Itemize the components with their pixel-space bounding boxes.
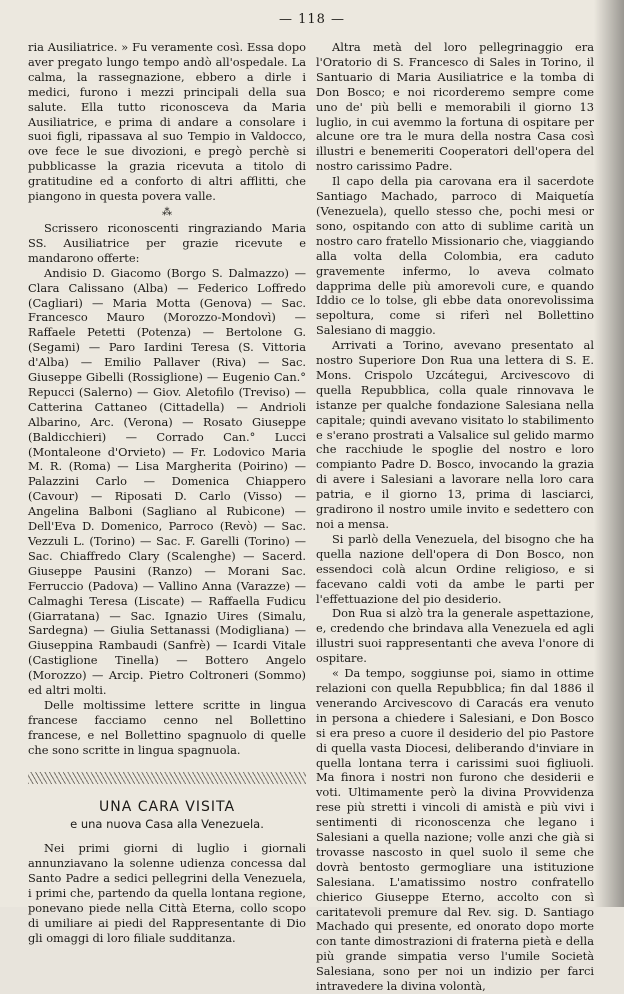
- left-column: [28, 40, 306, 946]
- paragraph: Altra metà del loro pellegrinaggio era l'Oratorio di S. Francesco di Sales in Torino, il Santuario di Maria Ausiliatrice e la tomba di Don Bosco; e noi ricorderemo sempre come uno de' più belli e memorabili il giorno 13 luglio, in cui avemmo la fortuna di ospitare per alcune ore tra le mura della nostra Casa così illustri e benemeriti Cooperatori dell'opera del nostro carissimo Padre.: [316, 40, 594, 174]
- paragraph: Il capo della pia carovana era il sacerdote Santiago Machado, parroco di Maiquetía (Venezuela), quello stesso che, pochi mesi or sono, ospitando con atto di sublime carità un nostro caro fratello Missionario che, viaggiando alla volta della Colombia, era caduto gravemente infermo, lo aveva colmato dapprima delle più amorevoli cure, e quando Iddio ce lo tolse, gli ebbe data onorevolissima sepoltura, come si riferì nel Bollettino Salesiano di maggio.: [316, 174, 594, 338]
- decorative-divider: [28, 772, 306, 784]
- paragraph: Scrissero riconoscenti ringraziando Maria SS. Ausiliatrice per grazie ricevute e mandarono offerte:: [28, 220, 306, 265]
- article-headline: UNA CARA VISITA: [98, 798, 236, 815]
- page-number: — 118 —: [278, 12, 346, 27]
- section-separator: ⁂: [162, 206, 172, 218]
- donor-list: Andisio D. Giacomo (Borgo S. Dalmazzo) — Clara Calissano (Alba) — Federico Loffredo (Cagliari) — Maria Motta (Genova) — Sac. Francesco Mauro (Morozzo-Mondovì) — Raffaele Petetti (Potenza) — Bertolone G. (Segami) — Paro Iardini Teresa (S. Vittoria d'Alba) — Emilio Pallaver (Riva) — Sac. Giuseppe Gibelli (Rossiglione) — Eugenio Can.° Repucci (Salerno) — Giov. Aletofilo (Treviso) — Catterina Cattaneo (Cittadella) — Andrioli Albarino, Arc. (Verona) — Rosato Giuseppe (Baldicchieri) — Corrado Can.° Lucci (Montaleone d'Orvieto) — Fr. Lodovico Maria M. R. (Roma) — Lisa Margherita (Poirino) — Palazzini Carlo — Domenica Chiappero (Cavour) — Riposati D. Carlo (Visso) — Angelina Balboni (Sagliano al Rubicone) — Dell'Eva D. Domenico, Parroco (Revò) — Sac. Vezzuli L. (Torino) — Sac. F. Garelli (Torino) — Sac. Chiaffredo Clary (Scalenghe) — Sacerd. Giuseppe Pausini (Ranzo) — Morani Sac. Ferruccio (Padova) — Vallino Anna (Varazze) — Calmaghi Teresa (Liscate) — Raffaella Fudicu (Giarratana) — Sac. Ignazio Uires (Simalu, Sardegna) — Giulia Settanassi (Modigliana) — Giuseppina Rambaudi (Sanfrè) — Icardi Vitale (Castiglione Tinella) — Bottero Angelo (Morozzo) — Arcip. Pietro Coltroneri (Sommo) ed altri molti.: [28, 265, 306, 698]
- right-column: [316, 40, 594, 994]
- paragraph: ria Ausiliatrice. » Fu veramente così. Essa dopo aver pregato lungo tempo andò all'ospedale. La calma, la rassegnazione, ebbero a dirle i medici, furono i mezzi principali della sua salute. Ella tutto riconosceva da Maria Ausiliatrice, e prima di andare a consolare i suoi figli, ripassava al suo Tempio in Valdocco, ove fece le sue divozioni, e pregò perchè si pubblicasse la grazia ricevuta a titolo di gratitudine ed a conforto di altri afflitti, che piangono in questa povera valle.: [28, 40, 306, 204]
- paragraph: Nei primi giorni di luglio i giornali annunziavano la solenne udienza concessa dal Santo Padre a sedici pellegrini della Venezuela, i primi che, partendo da quella lontana regione, ponevano piede nella Città Eterna, collo scopo di umiliare ai piedi del Rappresentante di Dio gli omaggi di loro filiale sudditanza.: [28, 841, 306, 945]
- paragraph: Si parlò della Venezuela, del bisogno che ha quella nazione dell'opera di Don Bosco, non essendoci colà alcun Ordine religioso, e si facevano caldi voti da ambe le parti per l'effettuazione del pio desiderio.: [316, 531, 594, 606]
- paragraph: Arrivati a Torino, avevano presentato al nostro Superiore Don Rua una lettera di S. E. Mons. Crispolo Uzcátegui, Arcivescovo di quella Repubblica, colla quale rinnovava le istanze per qualche fondazione Salesiana nella capitale; quindi avevano visitato lo stabilimento e s'erano prostrati a Valsalice sul gelido marmo che racchiude le spoglie del nostro e loro compianto Padre D. Bosco, invocando la grazia di avere i Salesiani a lavorare nella loro cara patria, e il giorno 13, prima di lasciarci, gradirono il nostro umile invito e sedettero con noi a mensa.: [316, 338, 594, 531]
- article-subheadline: e una nuova Casa alla Venezuela.: [70, 816, 264, 831]
- paragraph: Delle moltissime lettere scritte in lingua francese facciamo cenno nel Bollettino francese, e nel Bollettino spagnuolo di quelle che sono scritte in lingua spagnuola.: [28, 697, 306, 757]
- page-edge-shadow: [594, 0, 624, 907]
- paragraph: Don Rua si alzò tra la generale aspettazione, e, credendo che brindava alla Venezuela ed agli illustri suoi rappresentanti che aveva l'onore di ospitare.: [316, 606, 594, 666]
- paragraph: « Da tempo, soggiunse poi, siamo in ottime relazioni con quella Repubblica; fin dal 1886 il venerando Arcivescovo di Caracás era venuto in persona a chiedere i Salesiani, e Don Bosco si era preso a cuore il desiderio del pio Pastore di quella vasta Diocesi, deliberando d'inviare in quella lontana terra i carissimi suoi figliuoli. Ma finora i nostri non furono che desiderii e voti. Ultimamente però la divina Provvidenza rese più stretti i vincoli di amistà e più vivi i sentimenti di riconoscenza che legano i Salesiani a quella nazione; volle anzi che già si trovasse nascosto in quel suolo il seme che dovrà bentosto germogliare una istituzione Salesiana. L'amatissimo nostro confratello chierico Giuseppe Eterno, accolto con sì caritatevoli premure dal Rev. sig. D. Santiago Machado qui presente, ed onorato dopo morte con tante dimostrazioni di fraterna pietà e della più grande simpatia verso l'umile Società Salesiana, sono per noi un indizio per farci intravedere la divina volontà,: [316, 666, 594, 994]
